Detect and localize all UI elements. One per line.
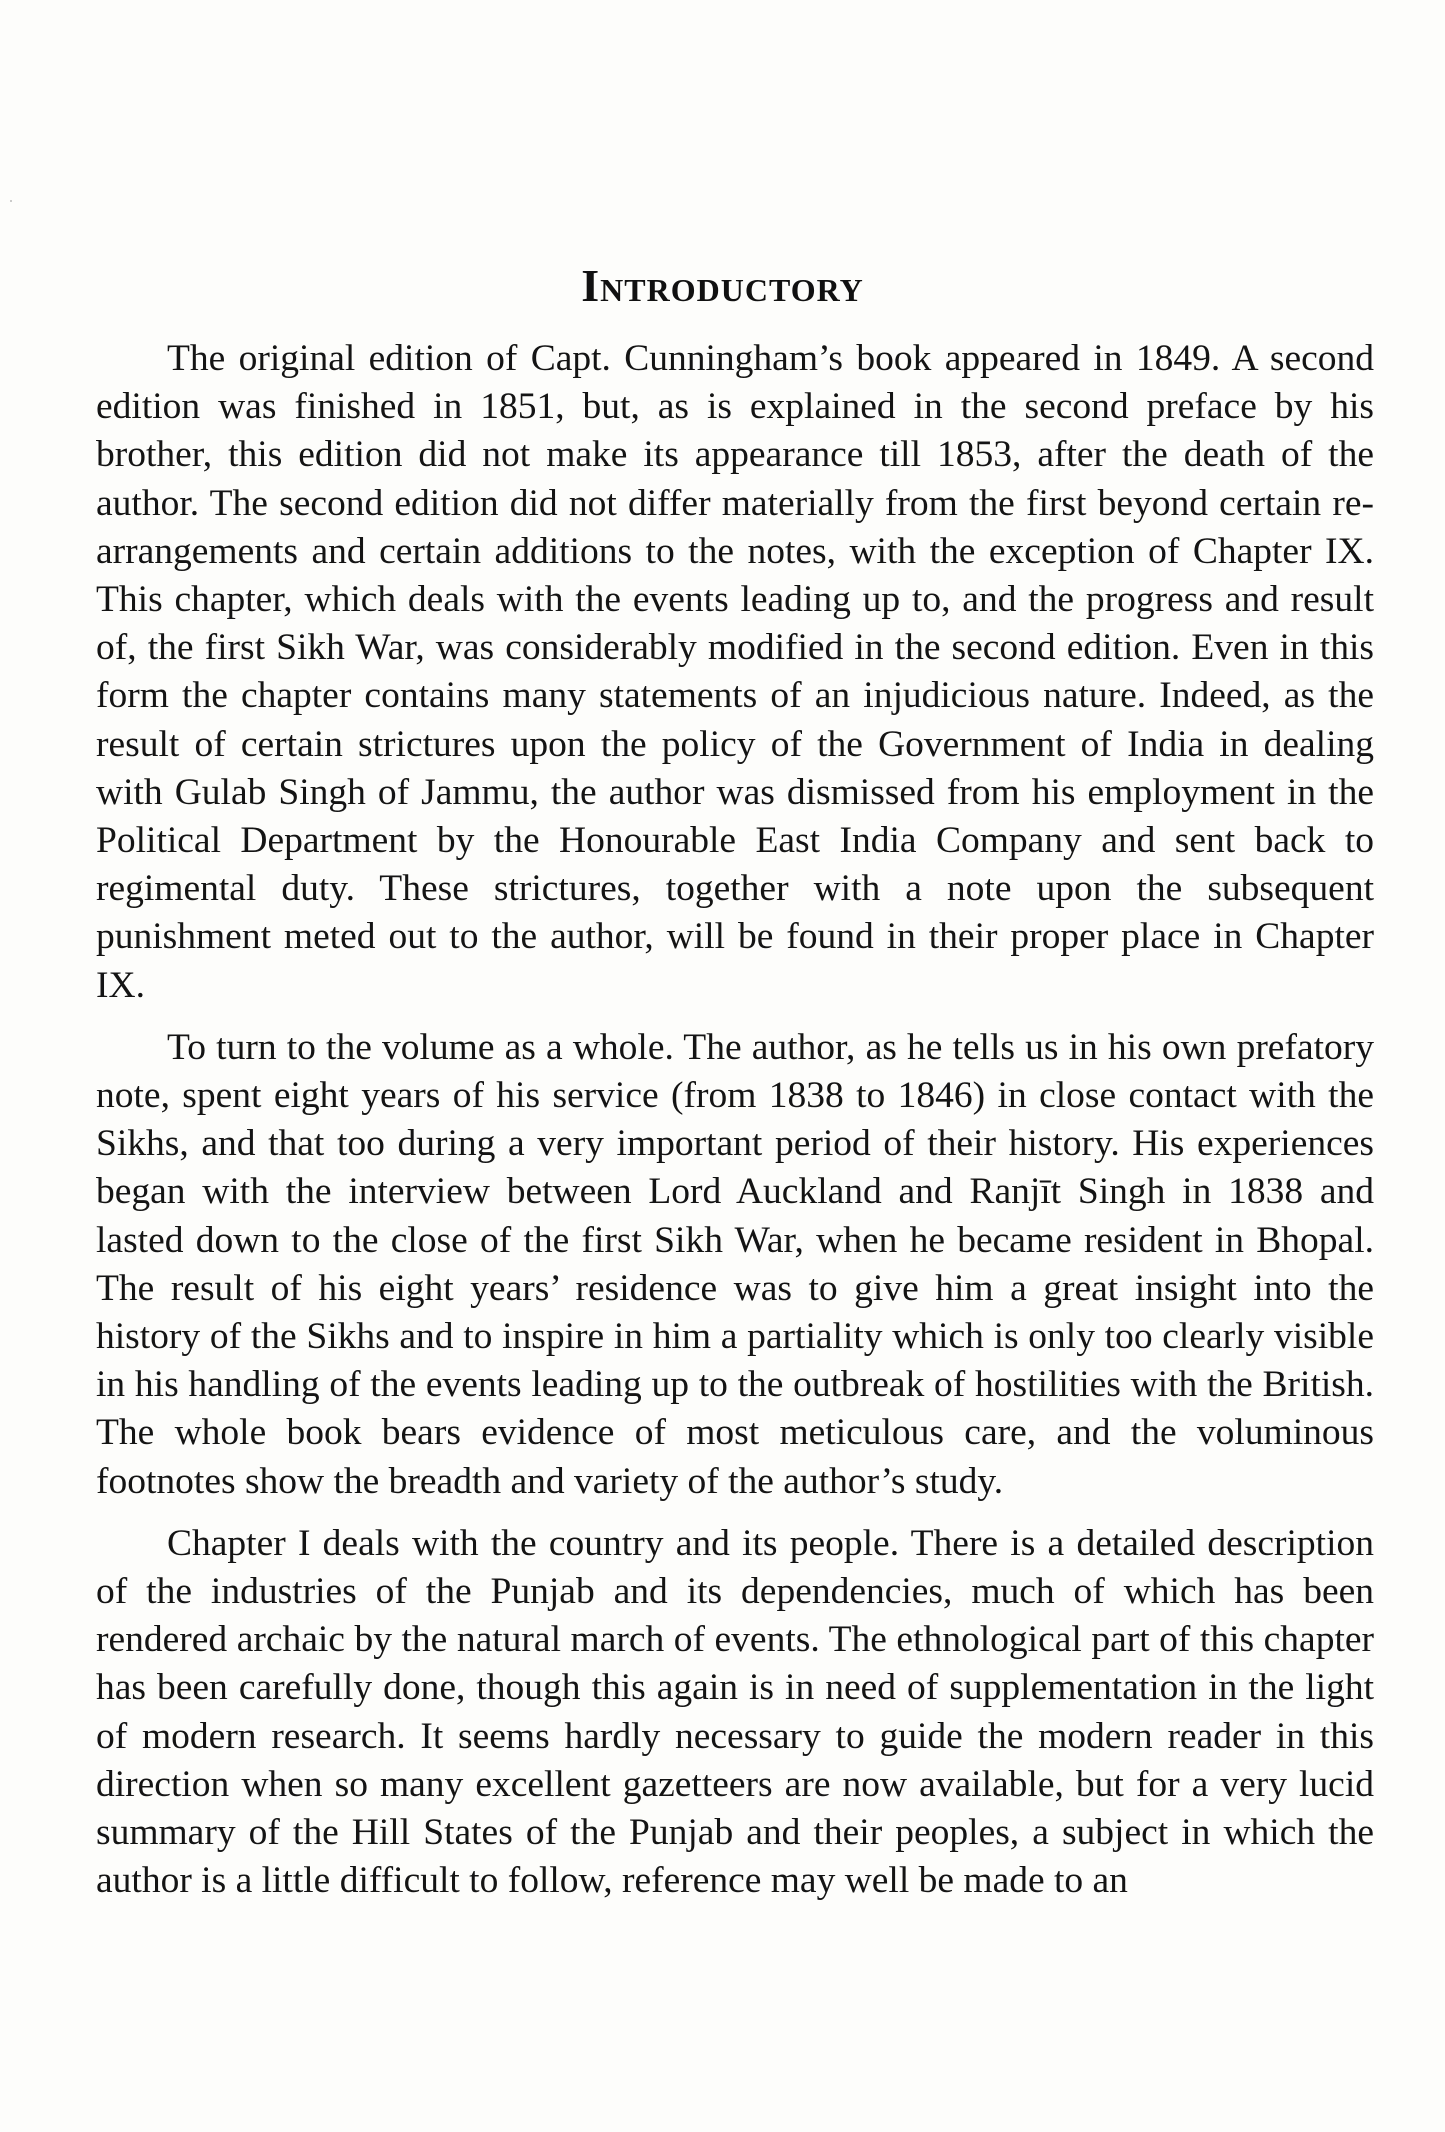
page-title: Introductory [581, 259, 864, 311]
paper-speck [10, 200, 12, 202]
paragraph-2: To turn to the volume as a whole. The author, as he tells us in his own prefatory note, spent eight years of his service (from 1838 to 1846) in close contact with the Sikhs, and that too during a very important period of their history. His experiences began with the interview between Lord Auckland and Ranjīt Singh in 1838 and lasted down to the close of the first Sikh War, when he became resident in Bhopal. The result of his eight years’ residence was to give him a great insight into the history of the Sikhs and to inspire in him a partiality which is only too clearly visible in his handling of the events leading up to the outbreak of hostilities with the British. The whole book bears evidence of most meticulous care, and the voluminous footnotes show the breadth and variety of the author’s study. [96, 1026, 1374, 1502]
paragraph-1: The original edition of Capt. Cunningham’s book appeared in 1849. A second edition was finished in 1851, but, as is explained in the second preface by his brother, this edition did not make its appearance till 1853, after the death of the author. The second edition did not differ materially from the first beyond certain re-arrangements and certain additions to the notes, with the exception of Chapter IX. This chapter, which deals with the events leading up to, and the progress and result of, the first Sikh War, was considerably modified in the second edition. Even in this form the chapter contains many statements of an injudicious nature. Indeed, as the result of certain strictures upon the policy of the Government of India in dealing with Gulab Singh of Jammu, the author was dismissed from his employment in the Political Department by the Honourable East India Company and sent back to regimental duty. These strictures, together with a note upon the subsequent punishment meted out to the author, will be found in their proper place in Chapter IX. [96, 338, 1374, 1006]
paragraph-3: Chapter I deals with the country and its people. There is a detailed description of the industries of the Punjab and its dependencies, much of which has been rendered archaic by the natural march of events. The ethnological part of this chapter has been carefully done, though this again is in need of supplementation in the light of modern research. It seems hardly necessary to guide the modern reader in this direction when so many excellent gazetteers are now available, but for a very lucid summary of the Hill States of the Punjab and their peoples, a subject in which the author is a little difficult to follow, reference may well be made to an [96, 1522, 1374, 1902]
body-text [96, 335, 1374, 1906]
